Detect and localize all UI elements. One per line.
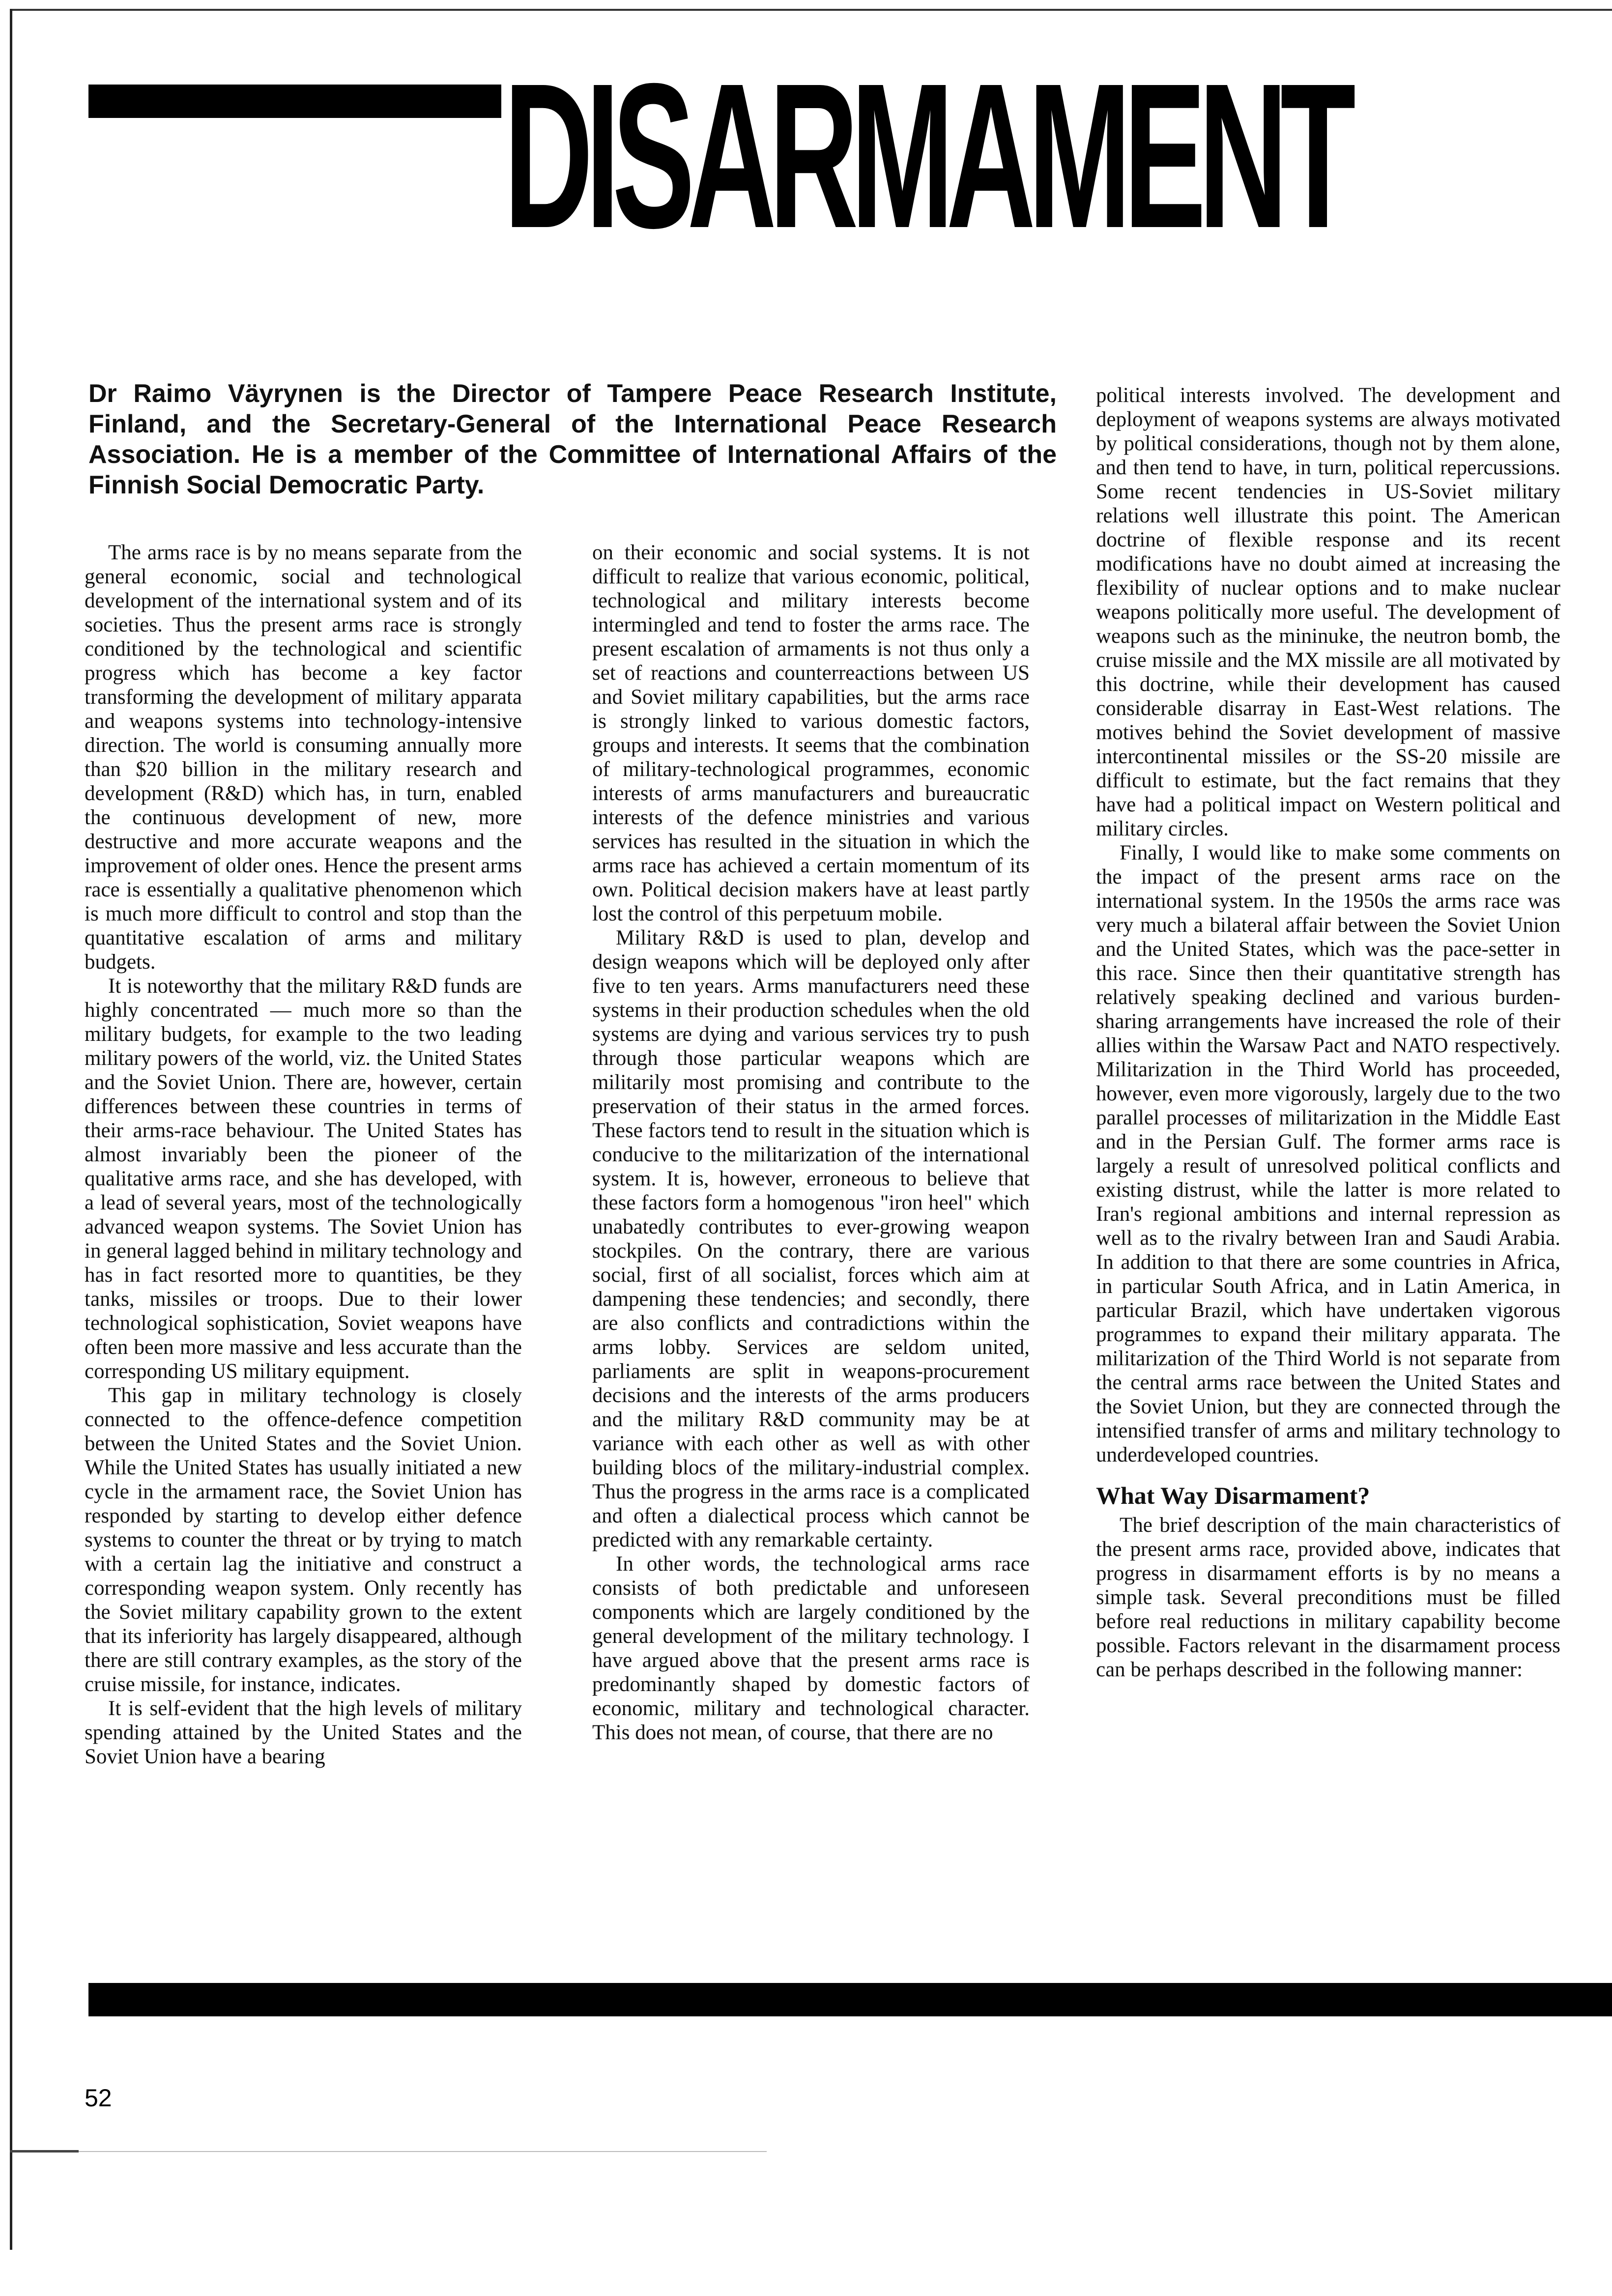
footer-mark	[10, 2150, 79, 2152]
author-intro: Dr Raimo Väyrynen is the Director of Tampere Peace Research Institute, Finland, and the Secretary-General of the International Peace Research Association. He is a member of the Committee of International Affairs of the Finnish Social Democratic Party.	[88, 379, 1057, 499]
paragraph: This gap in military technology is closely connected to the offence-defence competition between the United States and the Soviet Union. While the United States has usually initiated a new cycle in the armament race, the Soviet Union has responded by starting to develop either defence systems to counter the threat or by trying to match with a certain lag the initiative and construct a corresponding weapon system. Only recently has the Soviet military capability grown to the extent that its inferiority has largely disappeared, although there are still contrary examples, as the story of the cruise missile, for instance, indicates.	[85, 1384, 522, 1696]
left-border-rule	[10, 9, 12, 2250]
paragraph: It is noteworthy that the military R&D funds are highly concentrated — much more so than the military budgets, for example to the two leading military powers of the world, viz. the United States and the Soviet Union. There are, however, certain differences between these countries in terms of their arms-race behaviour. The United States has almost invariably been the pioneer of the qualitative arms race, and she has developed, with a lead of several years, most of the technologically advanced weapon systems. The Soviet Union has in general lagged behind in military technology and has in fact resorted more to quantities, be they tanks, missiles or troops. Due to their lower technological sophistication, Soviet weapons have often been more massive and less accurate than the corresponding US military equipment.	[85, 975, 522, 1383]
article-column-1	[85, 541, 522, 1769]
page-title: DISARMAMENT	[504, 41, 1349, 271]
paragraph: political interests involved. The development and deployment of weapons systems are always motivated by political considerations, though not by them alone, and then tend to have, in turn, political repercussions. Some recent tendencies in US-Soviet military relations well illustrate this point. The American doctrine of flexible response and its recent modifications have no doubt aimed at increasing the flexibility of nuclear options and to make nuclear weapons politically more useful. The development of weapons such as the mininuke, the neutron bomb, the cruise missile and the MX missile are all motivated by this doctrine, while their development has caused considerable disarray in East-West relations. The motives behind the Soviet development of massive intercontinental missiles or the SS-20 missile are difficult to estimate, but the fact remains that they have had a political impact on Western political and military circles.	[1096, 384, 1560, 840]
article-column-2	[592, 541, 1030, 1745]
paragraph: It is self-evident that the high levels of military spending attained by the United States and the Soviet Union have a bearing	[85, 1697, 522, 1768]
title-bar	[88, 85, 501, 118]
section-heading: What Way Disarmament?	[1096, 1482, 1370, 1509]
bottom-rule	[88, 1983, 1612, 2016]
paragraph: The brief description of the main characteristics of the present arms race, provided above, indicates that progress in disarmament efforts is by no means a simple task. Several preconditions must be filled before real reductions in military capability become possible. Factors relevant in the disarmament process can be perhaps described in the following manner:	[1096, 1514, 1560, 1681]
paragraph: on their economic and social systems. It is not difficult to realize that various economic, political, technological and military interests become intermingled and tend to foster the arms race. The present escalation of armaments is not thus only a set of reactions and counterreactions between US and Soviet military capabilities, but the arms race is strongly linked to various domestic factors, groups and interests. It seems that the combination of military-technological programmes, economic interests of arms manufacturers and bureaucratic interests of the defence ministries and various services has resulted in the situation in which the arms race has achieved a certain momentum of its own. Political decision makers have at least partly lost the control of this perpetuum mobile.	[592, 541, 1030, 925]
paragraph: Finally, I would like to make some comments on the impact of the present arms race on the international system. In the 1950s the arms race was very much a bilateral affair between the Soviet Union and the United States, which was the pace-setter in this race. Since then their quantitative strength has relatively speaking declined and various burden-sharing arrangements have increased the role of their allies within the Warsaw Pact and NATO respectively. Militarization in the Third World has proceeded, however, even more vigorously, largely due to the two parallel processes of militarization in the Middle East and in the Persian Gulf. The former arms race is largely a result of unresolved political conflicts and existing distrust, while the latter is more related to Iran's regional ambitions and internal repression as well as to the rivalry between Iran and Saudi Arabia. In addition to that there are some countries in Africa, in particular South Africa, and in Latin America, in particular Brazil, which have undertaken vigorous programmes to expand their military apparata. The militarization of the Third World is not separate from the central arms race between the United States and the Soviet Union, but they are connected through the intensified transfer of arms and military technology to underdeveloped countries.	[1096, 841, 1560, 1466]
page-number: 52	[85, 2084, 112, 2112]
footer-dashed-line	[79, 2151, 767, 2152]
paragraph: The arms race is by no means separate from the general economic, social and technological development of the international system and of its societies. Thus the present arms race is strongly conditioned by the technological and scientific progress which has become a key factor transforming the development of military apparata and weapons systems into technology-intensive direction. The world is consuming annually more than $20 billion in the military research and development (R&D) which has, in turn, enabled the continuous development of new, more destructive and more accurate weapons and the improvement of older ones. Hence the present arms race is essentially a qualitative phenomenon which is much more difficult to control and stop than the quantitative escalation of arms and military budgets.	[85, 541, 522, 974]
top-border-rule	[10, 9, 1612, 11]
paragraph: Military R&D is used to plan, develop and design weapons which will be deployed only after five to ten years. Arms manufacturers need these systems in their production schedules when the old systems are dying and various services try to push through those particular weapons which are militarily most promising and contribute to the preservation of their status in the armed forces. These factors tend to result in the situation which is conducive to the militarization of the international system. It is, however, erroneous to believe that these factors form a homogenous "iron heel" which unabatedly contributes to ever-growing weapon stockpiles. On the contrary, there are various social, first of all socialist, forces which aim at dampening these tendencies; and secondly, there are also conflicts and contradictions within the arms lobby. Services are seldom united, parliaments are split in weapons-procurement decisions and the interests of the arms producers and the military R&D community may be at variance with each other as well as with other building blocs of the military-industrial complex. Thus the progress in the arms race is a complicated and often a dialectical process which cannot be predicted with any remarkable certainty.	[592, 926, 1030, 1551]
article-column-3	[1096, 383, 1560, 1682]
paragraph: In other words, the technological arms race consists of both predictable and unforeseen components which are largely conditioned by the general development of the military technology. I have argued above that the present arms race is predominantly shaped by domestic factors of economic, military and technological character. This does not mean, of course, that there are no	[592, 1552, 1030, 1744]
